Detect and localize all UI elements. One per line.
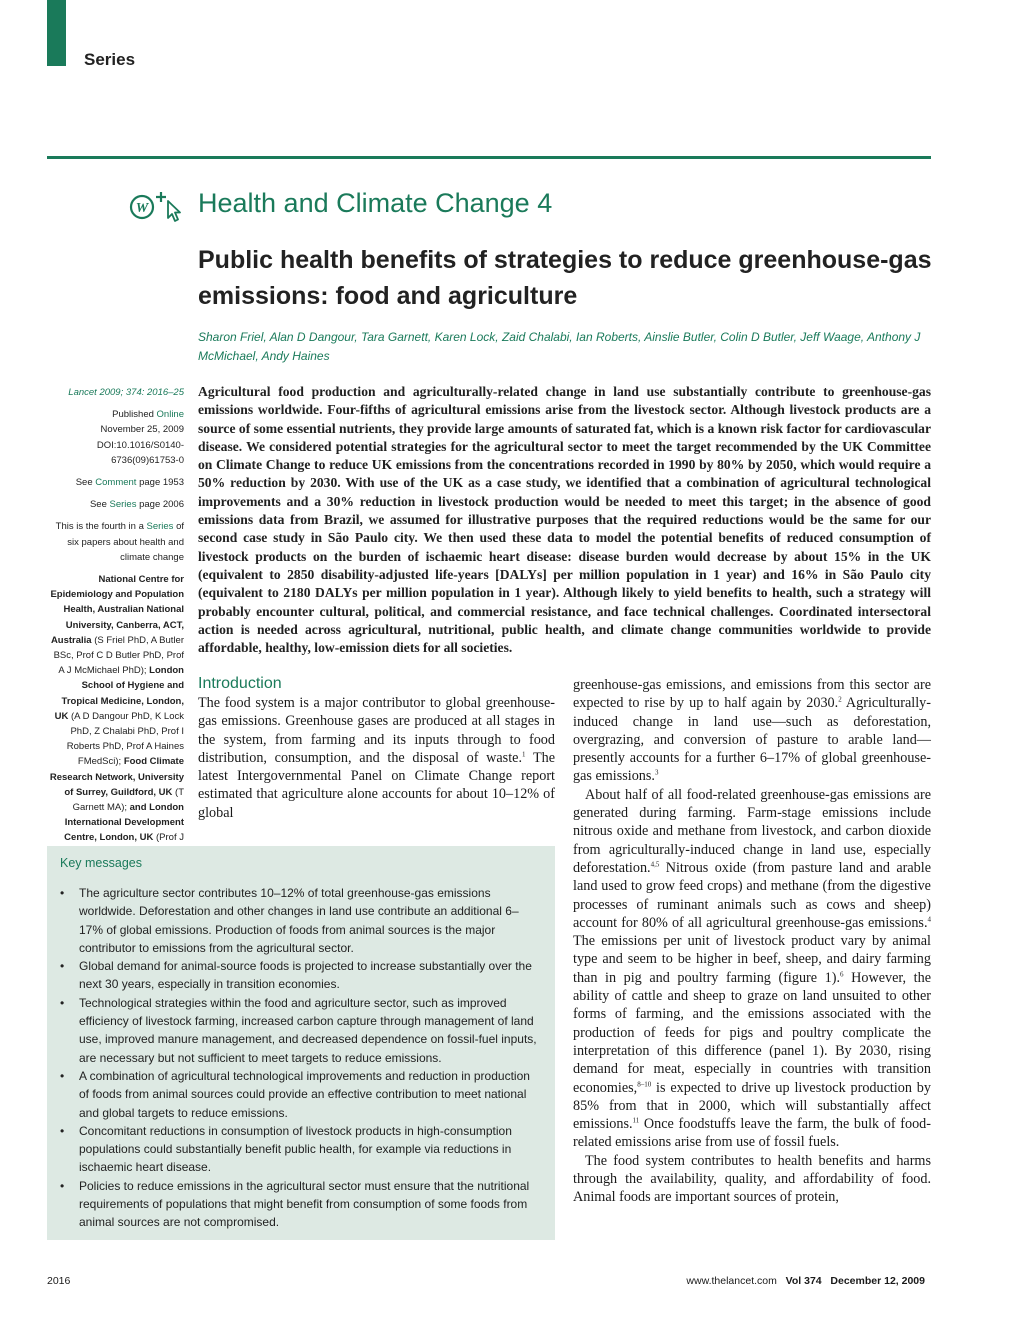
- text: greenhouse-gas emissions, and emissions from this sector are expected to rise by up to half again by 2030.: [573, 677, 931, 712]
- reference: 4,5: [650, 860, 660, 869]
- key-messages-title: Key messages: [60, 856, 142, 870]
- key-message-text: The agriculture sector contributes 10–12% of total greenhouse-gas emissions worldwide. Deforestation and other changes in land use contribute an additional 6–17% of global emissions. Production of foods from animal sources is the major contributor to emissions from the agricultural sector.: [79, 886, 519, 955]
- bullet: •: [60, 1068, 65, 1083]
- bullet: •: [60, 1123, 65, 1138]
- affiliation-name: and London International Development Centre, London, UK: [64, 802, 184, 844]
- text: However, the ability of cattle and sheep to graze on land unsuited to other forms of farming, and the emissions associated with the production of feeds for pigs and poultry complicate the interpretation of this difference (panel 1). By 2030, rising demand for meat, especially in countries with transition economies,: [573, 969, 932, 1096]
- reference: 11: [632, 1116, 640, 1125]
- published-online-link[interactable]: Online: [156, 409, 184, 421]
- published-date: November 25, 2009: [100, 424, 184, 436]
- see-comment-suffix: page 1953: [136, 477, 184, 489]
- list-item: [60, 957, 542, 994]
- series-note-prefix: This is the fourth in a: [55, 521, 147, 533]
- intro-text-a: The food system is a major contributor to global greenhouse-gas emissions. Greenhouse gases are produced at all stages in the system, from farming and its inputs through to food distribution, consumption, and the disposal of waste.: [198, 695, 555, 766]
- abstract: Agricultural food production and agriculturally-related change in land use substantially contribute to greenhouse-gas emissions worldwide. Four-fifths of agricultural emissions arise from the livestock sector. Although livestock products are a source of some essential nutrients, they provide large amounts of saturated fat, which is a known risk factor for cardiovascular disease. We considered potential strategies for the agricultural sector to meet the target recommended by the UK Committee on Climate Change to reduce UK emissions from the concentrations recorded in 1990 by 80% by 2050, which would require a 50% reduction by 2030. With use of the UK as a case study, we identified that a combination of agricultural technological improvements and a 30% reduction in livestock production would be needed to meet this target; in the absence of good emissions data from Brazil, we assumed for illustrative purposes that the required reductions would be the same for our second case study in São Paulo city. We then used these data to model the potential benefits of reduced consumption of livestock products on the burden of ischaemic heart disease: disease burden would decrease by about 15% in the UK (equivalent to 2850 disability-adjusted life-years [DALYs] per million population in 1 year) and 16% in São Paulo city (equivalent to 2180 DALYs per million population in 1 year). Although likely to yield benefits to health, such a strategy will probably encounter cultural, political, and commercial resistance, and face technical challenges. Coordinated intersectoral action is needed across agricultural, nutritional, public health, and climate change communities worldwide to provide affordable, healthy, low-emission diets for all societies.: [198, 384, 931, 656]
- volume: Vol 374: [785, 1275, 822, 1287]
- see-comment-prefix: See: [75, 477, 96, 489]
- series-note-link[interactable]: Series: [146, 521, 174, 533]
- author-list: Sharon Friel, Alan D Dangour, Tara Garnett, Karen Lock, Zaid Chalabi, Ian Roberts, Ainslie Butler, Colin D Butler, Jeff Waage, Anthony J McMichael, Andy Haines: [198, 330, 921, 363]
- text: The emissions per unit of livestock product vary by animal type and seem to be higher in beef, sheep, and dairy farming than in pig and poultry farming (figure 1).: [573, 933, 931, 986]
- key-messages-list: [60, 884, 542, 1232]
- right-column: [573, 676, 931, 1207]
- affiliation-name: National Centre for Epidemiology and Population Health, Australian National University, Canberra, ACT, Australia: [50, 574, 184, 646]
- affiliation-authors: (Prof J: [156, 832, 184, 844]
- text: About half of all food-related greenhouse-gas emissions are generated during farming. Farm-stage emissions include nitrous oxide and methane from livestock, and carbon dioxide from agriculturally-induced change in land use, especially deforestation.: [573, 786, 931, 876]
- text: Agriculturally-induced change in land use—such as deforestation, overgrazing, and conversion of pasture to arable land—presently accounts for a further 6–17% of global greenhouse-gas emissions.: [573, 695, 931, 785]
- reference: 3: [654, 768, 659, 777]
- bullet: •: [60, 1178, 65, 1193]
- text: Nitrous oxide (from pasture land and arable land used to grow feed crops) and methane (from the digestive processes of ruminant animals such as cows and sheep) account for 80% of all agricultural greenhouse-gas emissions.: [573, 859, 931, 931]
- reference: 6: [840, 970, 844, 979]
- series-title: Health and Climate Change 4: [198, 188, 553, 218]
- key-message-text: Concomitant reductions in consumption of livestock products in high-consumption populations could substantially benefit public health, for example via reductions in ischaemic heart disease.: [79, 1123, 512, 1175]
- svg-text:W: W: [135, 201, 149, 216]
- key-message-text: Policies to reduce emissions in the agricultural sector must ensure that the nutritional requirements of populations that might benefit from consumption of some foods from animal sources are not compromised.: [79, 1178, 530, 1230]
- key-message-text: Technological strategies within the food and agriculture sector, such as improved efficiency of livestock farming, increased carbon capture through management of land use, improved manure management, and decreased dependence on fossil-fuel inputs, are necessary but not sufficient to meet targets to reduce emissions.: [79, 995, 537, 1065]
- intro-heading: Introduction: [198, 675, 282, 692]
- affiliation-name: Food Climate Research Network, University of Surrey, Guildford, UK: [49, 756, 184, 798]
- published-prefix: Published: [112, 409, 157, 421]
- list-item: [60, 1122, 542, 1177]
- bullet: •: [60, 886, 65, 900]
- reference: 2: [838, 695, 842, 704]
- web-extra-icon: [128, 189, 184, 225]
- intro-paragraph: [198, 694, 555, 822]
- affiliation-authors: (S Friel PhD, A Butler BSc, Prof C D Butler PhD, Prof A J McMichael PhD);: [53, 634, 184, 677]
- reference: 8–10: [637, 1079, 652, 1088]
- affiliations: [47, 572, 184, 861]
- text: Once foodstuffs leave the farm, the bulk of food-related emissions arise from use of fossil fuels.: [573, 1116, 931, 1151]
- article-title: Public health benefits of strategies to reduce greenhouse-gas emissions: food and agriculture: [198, 246, 932, 310]
- issue-date: December 12, 2009: [830, 1275, 925, 1287]
- see-series-prefix: See: [89, 499, 110, 511]
- list-item: [60, 994, 542, 1067]
- bullet: •: [60, 959, 65, 974]
- footer-info: [686, 1275, 925, 1287]
- citation: Lancet 2009; 374: 2016–25: [68, 387, 184, 398]
- intro-text-b: The latest Intergovernmental Panel on Climate Change report estimated that agriculture alone accounts for about 10–12% of global: [198, 749, 555, 821]
- series-color-bar: [47, 0, 66, 66]
- header-rule: [47, 156, 931, 159]
- paragraph: [573, 676, 931, 786]
- key-message-text: Global demand for animal-source foods is projected to increase substantially over the next 30 years, especially in transition economies.: [79, 959, 532, 992]
- series-label: Series: [84, 50, 136, 69]
- text: is expected to drive up livestock production by 85% from that in 2000, which will substantially affect emissions.: [573, 1079, 931, 1133]
- doi: DOI:10.1016/S0140-6736(09)61753-0: [96, 439, 184, 466]
- key-message-text: A combination of agricultural technological improvements and reduction in production of foods from animal sources could provide an effective contribution to meet national and global targets to reduce emissions.: [79, 1068, 530, 1120]
- paragraph: The food system contributes to health benefits and harms through the availability, quality, and affordability of food. Animal foods are important sources of protein,: [573, 1152, 931, 1206]
- see-series-link[interactable]: Series: [109, 499, 137, 511]
- paragraph: [573, 786, 931, 1152]
- affiliation-authors: (T Garnett MA);: [72, 786, 184, 814]
- journal-url[interactable]: www.thelancet.com: [686, 1275, 777, 1287]
- see-comment-link[interactable]: Comment: [95, 477, 137, 489]
- list-item: [60, 884, 542, 957]
- bullet: •: [60, 995, 65, 1010]
- affiliation-authors: (A D Dangour PhD, K Lock PhD, Z Chalabi PhD, Prof I Roberts PhD, Prof A Haines FMedSci);: [66, 710, 184, 768]
- series-note-suffix: of six papers about health and climate change: [67, 521, 184, 563]
- affiliation-name: London School of Hygiene and Tropical Medicine, London, UK: [54, 665, 184, 722]
- list-item: [60, 1177, 542, 1232]
- list-item: [60, 1067, 542, 1122]
- reference: 1: [522, 750, 526, 759]
- see-series-suffix: page 2006: [136, 499, 184, 511]
- page-number: 2016: [47, 1275, 71, 1287]
- margin-notes: [47, 385, 184, 868]
- reference: 4: [927, 915, 931, 924]
